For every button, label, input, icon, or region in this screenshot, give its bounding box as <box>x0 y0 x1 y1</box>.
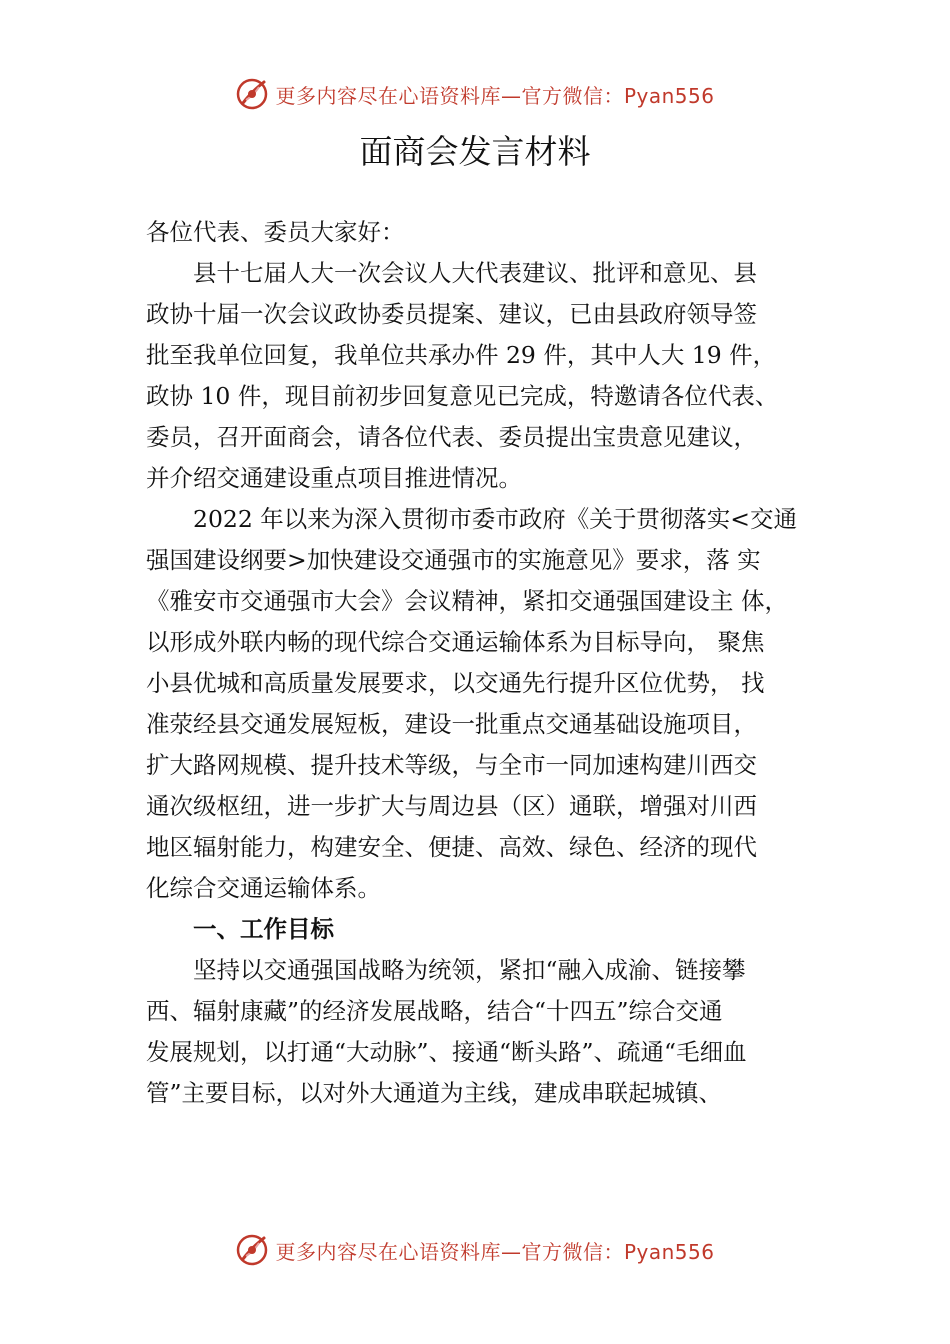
quill-seal-logo-icon <box>235 77 269 111</box>
body-text-line: 强国建设纲要>加快建设交通强市的实施意见》要求，落 实 <box>146 546 761 574</box>
body-text-line: 西、辐射康藏”的经济发展战略，结合“十四五”综合交通 <box>146 997 723 1025</box>
body-text-line: 化综合交通运输体系。 <box>146 874 381 902</box>
body-text-line: 地区辐射能力，构建安全、便捷、高效、绿色、经济的现代 <box>146 833 757 861</box>
footer-watermark-banner <box>0 1230 950 1270</box>
body-text-line: 批至我单位回复，我单位共承办件 29 件，其中人大 19 件， <box>146 341 777 369</box>
body-text-line: 准荥经县交通发展短板，建设一批重点交通基础设施项目， <box>146 710 757 738</box>
body-text-line: 坚持以交通强国战略为统领，紧扣“融入成渝、链接攀 <box>193 956 746 984</box>
watermark-text: 更多内容尽在心语资料库—官方微信：Pyan556 <box>275 83 715 108</box>
body-text-line: 委员，召开面商会，请各位代表、委员提出宝贵意见建议， <box>146 423 757 451</box>
page-title: 面商会发言材料 <box>359 132 591 171</box>
body-text-line: 2022 年以来为深入贯彻市委市政府《关于贯彻落实<交通 <box>193 505 797 533</box>
body-text-line: 以形成外联内畅的现代综合交通运输体系为目标导向， 聚焦 <box>146 628 765 656</box>
body-text-line: 发展规划，以打通“大动脉”、接通“断头路”、疏通“毛细血 <box>146 1038 747 1066</box>
body-text-line: 并介绍交通建设重点项目推进情况。 <box>146 464 522 492</box>
quill-seal-logo-icon <box>235 1233 269 1267</box>
section-heading: 一、工作目标 <box>193 915 334 943</box>
document-body <box>146 212 826 1114</box>
body-text-line: 扩大路网规模、提升技术等级，与全市一同加速构建川西交 <box>146 751 757 779</box>
body-text-line: 政协 10 件，现目前初步回复意见已完成，特邀请各位代表、 <box>146 382 779 410</box>
body-text-line: 小县优城和高质量发展要求，以交通先行提升区位优势， 找 <box>146 669 765 697</box>
body-text-line: 管”主要目标，以对外大通道为主线，建成串联起城镇、 <box>146 1079 723 1107</box>
header-watermark-banner <box>0 74 950 114</box>
body-text-line: 各位代表、委员大家好： <box>146 218 405 246</box>
watermark-text: 更多内容尽在心语资料库—官方微信：Pyan556 <box>275 1239 715 1264</box>
body-text-line: 《雅安市交通强市大会》会议精神，紧扣交通强国建设主 体， <box>146 587 788 615</box>
body-text-line: 政协十届一次会议政协委员提案、建议，已由县政府领导签 <box>146 300 757 328</box>
body-text-line: 县十七届人大一次会议人大代表建议、批评和意见、县 <box>193 259 757 287</box>
body-text-line: 通次级枢纽，进一步扩大与周边县（区）通联，增强对川西 <box>146 792 757 820</box>
